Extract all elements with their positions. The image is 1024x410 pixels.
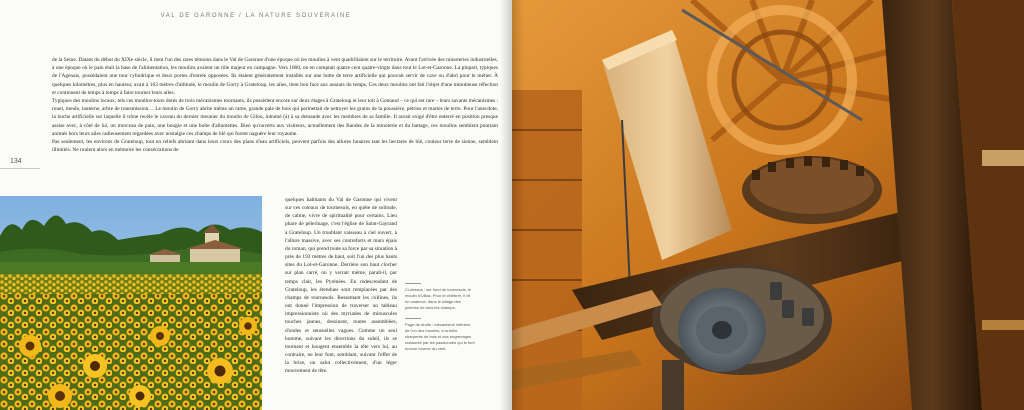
caption-rule <box>405 283 421 284</box>
paragraph: Typiques des moulins locaux, tels ces moulins-tours dotés de trois mécanismes tournants, ils possèdent encore sur deux étages à Grateloup et leur toit à Gontaud – ce qui est rare – leurs savants mécanismes : rouet, meule, lanterne, arbre de transmission… Le moulin de Gorry abrite même un rame, grande pale de bois qui permettait de nettoyer les grains de la poussière, pétrins et martes de terre. Pour l'anecdote, la huche artificielle sur laquelle il trône recèle le caveau du dernier meunier du moulin de Gilou, inhumé (à) à sa demande avec les membres de sa famille. Il aurait exigé d'être enterré en position presque assise avec, à côté de lui, un morceau de pain, une bougie et une boîte d'allumettes. Bien qu'ouverts aux visiteurs, actuellement des Bandes de la minoterie et du battage, ces moulins semblent pourtant animés hors leurs ailes radieusement regardées avec nostalgie ces champs de blé qui furent naguère leur royaume. <box>52 98 498 137</box>
page-number: 134 <box>10 158 22 165</box>
body-text-top <box>52 56 498 216</box>
paragraph: de la Seine. Datant du début du XIXe siècle, il tient l'un des rares témoins dans le Val de Garonne d'une époque où les moulins à vent quadrillaient sur le territoire. Avant l'arrivée des minoteries industrielles, à une époque où le pain était la base de l'alimentation, les moulins avaient un rôle majeur en campagne. Vers 1800, on en comptait quatre cent quatre-vingts dans tout le Lot-et-Garonne. La plupart, typiques de l'Agenais, possédaient une tour cylindrique et deux portes d'entrée opposées. Ils étaient généralement installés sur une butte de terre artificielle qui pouvait servir de cave ou d'abri pour le métier. À quelques kilomètres, plus en hauteur, avait à 163 mètres d'altitude, le moulin de Gorry à Grateloup, les ailes, tient bon face aux assauts du temps. Ces deux moulins ont fait l'objet d'une minutieuse réfection et continuent de temps à temps à faire tourner leurs ailes. <box>52 57 498 96</box>
sunflower-photo <box>0 196 262 410</box>
paragraph: Pas seulement, les environs de Grateloup, tout en reliefs abritant dans leurs creux des plans d'eau artificiels, peuvent parfois des allures lunaires tant les hectares de blé, couleur terre de sienne, semblent illimités. Ne roulent alors en mémoire les consécrations de <box>52 139 498 154</box>
caption-above: Ci-dessus : sur fond de tournesols, le moulin d'Ulliac. Pour le célébrer, il vit en cadence, dans le sillage des pelerins de tous les champs. <box>405 287 472 310</box>
body-text-column: quelques habitants du Val de Garonne qui vivent sur ces coteaux de tournesols, en quête de solitude, de calme, vivre de spiritualité pour certains. Lieu phare de pèlerinage, c'est l'église de Saint-Gayrand à Grateloup. Un troublant vaisseau à ciel ouvert, à l'allure massive, avec ses contreforts et murs épais du roman, qui prend toute sa force par sa situation à près de 193 mètres de haut, soit l'un des plus hauts sites du Lot-et-Garonne. Derrière son haut clocher sur plan carré, on y verrait même, paraît-il, par temps clair, les Pyrénées. En redescendant de Grateloup, les étendues sont remplacées par des champs de tournesols. Ressemant les collines, ils ont donné l'impression de traverser un tableau impressionniste où des myriades de minuscules touches jaunes, dessinent, toutes assemblées, d'ondes et sensuelles vagues. Comme un seul homme, suivant les directions du soleil, ils se tournent et bougent ensemble la tête vers lui, au contraire, ne leur font, semblant, suivant l'effet de la brise, un salut collectivement, d'un léger mouvement de tête. <box>285 197 397 375</box>
captions <box>405 283 475 359</box>
caption-rule <box>405 318 421 319</box>
caption-right-page: Page de droite : mécanisme intérieur de l'un des moulins, à la belle charpente de bois et aux engrenages restaurés par les passionnés qui le font encore tourner au vent. <box>405 322 475 351</box>
windmill-gear-photo <box>512 0 1024 410</box>
running-head: VAL DE GARONNE / LA NATURE SOUVERAINE <box>160 13 352 19</box>
page-number-rule <box>0 168 40 169</box>
